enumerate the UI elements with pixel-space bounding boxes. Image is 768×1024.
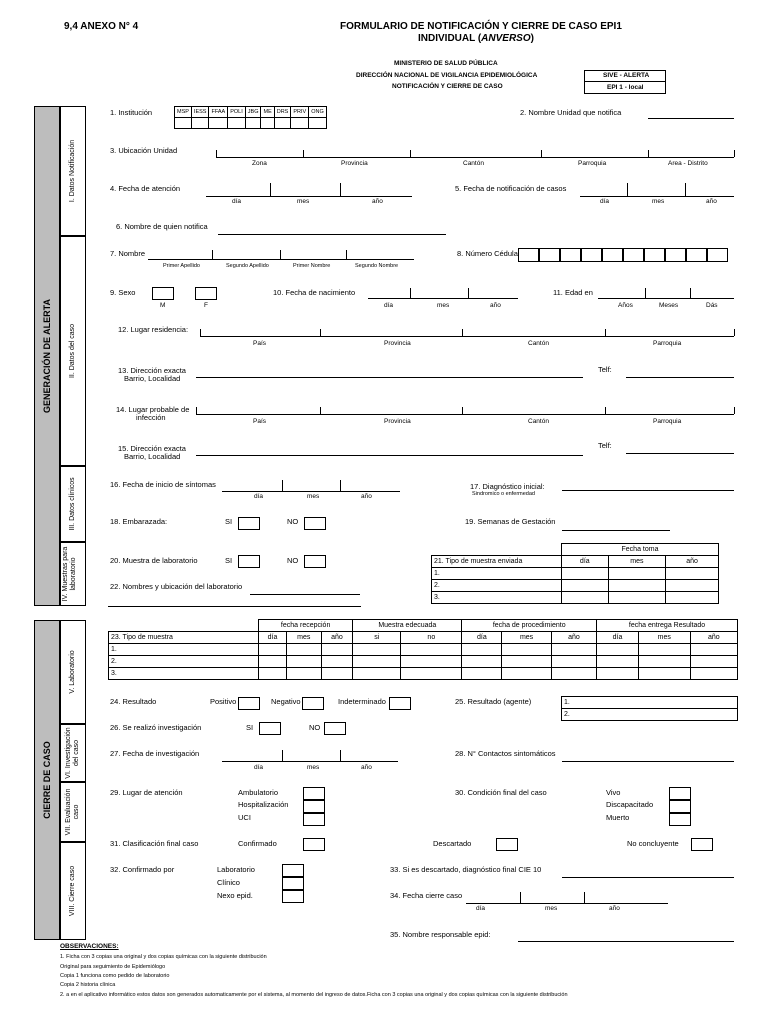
cedula-digit-box[interactable] [686, 248, 707, 262]
section-3-label: III. Datos clínicos [68, 477, 76, 531]
nexo-checkbox[interactable] [282, 890, 304, 903]
confirmado-por-label: 32. Confirmado por [110, 865, 175, 874]
cie10-label: 33. Si es descartado, diagnóstico final CIE 10 [390, 865, 542, 874]
descartado-checkbox[interactable] [496, 838, 518, 851]
lugar-infeccion-label: 14. Lugar probable de [116, 405, 190, 414]
quien-notifica-label: 6. Nombre de quien notifica [116, 222, 208, 231]
cedula-digit-box[interactable] [602, 248, 623, 262]
nacimiento-label: 10. Fecha de nacimiento [273, 288, 356, 297]
cierre-label: CIERRE DE CASO [42, 741, 52, 819]
nombre-label: 7. Nombre [110, 249, 146, 258]
fecha-cierre-label: 34. Fecha cierre caso [390, 891, 463, 900]
direccion1-field[interactable] [196, 377, 583, 378]
confirmado-checkbox[interactable] [303, 838, 325, 851]
edad-label: 11. Edad en [553, 288, 593, 297]
institution-option-poli: POLI [228, 107, 246, 118]
cedula-digit-box[interactable] [707, 248, 728, 262]
investigacion-si-checkbox[interactable] [259, 722, 281, 735]
laboratorio-checkbox[interactable] [282, 864, 304, 877]
ministry-label: MINISTERIO DE SALUD PÚBLICA [394, 60, 498, 67]
investigacion-no-checkbox[interactable] [324, 722, 346, 735]
sive-label: SIVE - ALERTA [603, 72, 650, 79]
form-page: 9,4 ANEXO N° 4 FORMULARIO DE NOTIFICACIÓN Y CIERRE DE CASO EPI1 INDIVIDUAL (ANVERSO) MINISTERIO DE SALUD PÚBLICA DIRECCIÓN NACIONAL DE VIGILANCIA EPIDEMIOLÓGICA NOTIFICACIÓN Y CIERRE DE CASO SIVE - ALERTA EPI 1 - local GENERACIÓN DE ALERTA I. Datos Notificación II. Datos del caso III. Datos clínicos IV. Muestras para laboratorio CIERRE DE CASO V. Laboratorio VI. Investigación del caso VII. Evaluación caso VIII. Cierre caso 1. Institución MSP IESS FFAA POLI JBG ME DRS PRIV ONG 2. Nombre Unidad que notifica 3. Ubicación Unidad Zona Provincia Cantón Parroquia Area - Distrito 4. Fecha de atención día mes año 5. Fecha de notificación de casos día mes año 6. Nombre de quien notifica 7. Nombre Primer Apellido Segundo Apellido Primer Nombre Segundo Nombre 8. Número Cédula 9. Sexo M F 10. Fecha de nacimiento día mes año 11. Edad en Años Meses Dás 12. Lugar residencia: País Provincia Cantón Parroquia 13. Dirección exacta Barrio, Localidad Telf: 14. Lugar probable de infección País Provincia Cantón Parroquia 15. Dirección exacta Barrio, Localidad Telf: 16. Fecha de inicio de síntomas día mes año 17. Diagnóstico inicial: Sindromico o enfermedad 18. Embarazada: SI NO 19. Semanas de Gestación 20. Muestra de laboratorio SI NO Fecha toma 21. Tipo de muestra enviada día mes año 1. 2. 3. 22. Nombres y ubicación del laboratorio fecha recepción Muestra edecuada fecha de procedimiento fecha entrega Resultado 23. Tipo de muestra día mes año si no día mes año día mes año 1. 2. 3. 24. Resultado Positivo Negativo Indeterminado 25. Resultado (agente) 1. 2. 26. Se realizó investigación SI NO 27. Fecha de investigación día mes año 28. N° Contactos sintomáticos 29. Lugar de atención Ambulatorio Hospitalización UCI 30. Condición final del caso Vivo Discapacitado Muerto 31. Clasificación final caso Confirmado Descartado No concluyente 32. Confirmado por Laboratorio Clínico Nexo epid. 33. Si es descartado, diagnóstico final CIE 10 34. Fecha cierre caso día mes año 35. Nombre responsable epid: OBSERVACIONES: 1. Ficha con 3 copias una original y dos copias químicas con la siguiente distribución Original para seguimiento de Epidemiólogo Copia 1 funciona como pedido de laboratorio Copia 2 historia clínica 2. a en el aplicativo informático estos datos son generados automaticamente por el sistema, al momento del ingreso de datos.Ficha con 3 copias una original y dos copias químicas con la siguiente distribución [0, 0, 768, 1024]
section-7-label: VII. Evaluación caso [64, 788, 80, 836]
institucion-label: 1. Institución [110, 108, 153, 117]
cedula-digit-box[interactable] [644, 248, 665, 262]
sexo-m-checkbox[interactable] [152, 287, 174, 300]
tipo-muestra-row[interactable]: 3. [432, 592, 719, 604]
investigacion-label: 26. Se realizó investigación [110, 723, 202, 732]
cedula-digit-box[interactable] [623, 248, 644, 262]
tipo-muestra-table: Fecha toma 21. Tipo de muestra enviada día mes año 1. 2. 3. [431, 543, 719, 604]
direccion1-label: 13. Dirección exacta [118, 366, 186, 375]
tipo-muestra-row[interactable]: 1. [432, 568, 719, 580]
resultado-agente-table[interactable]: 1. 2. [561, 696, 738, 721]
lab-row[interactable]: 3. [109, 668, 738, 680]
hospitalizacion-checkbox[interactable] [303, 800, 325, 813]
clasificacion-label: 31. Clasificación final caso [110, 839, 199, 848]
institution-checkbox[interactable] [209, 118, 228, 129]
nombre-field[interactable] [148, 259, 414, 260]
obs-line: Copia 2 historia clínica [60, 982, 116, 988]
fecha-cierre-field[interactable] [466, 903, 668, 904]
epi-label: EPI 1 - local [607, 84, 644, 91]
generacion-label: GENERACIÓN DE ALERTA [42, 298, 52, 414]
institution-option-ffaa: FFAA [209, 107, 228, 118]
embarazada-si-checkbox[interactable] [238, 517, 260, 530]
fecha-notificacion-label: 5. Fecha de notificación de casos [455, 184, 567, 193]
section-5-label: V. Laboratorio [68, 650, 76, 694]
nacimiento-field[interactable] [368, 298, 518, 299]
responsable-label: 35. Nombre responsable epid: [390, 930, 491, 939]
tipo-muestra-row[interactable]: 2. [432, 580, 719, 592]
telf2-label: Telf: [598, 441, 612, 450]
cedula-digit-box[interactable] [581, 248, 602, 262]
gestacion-label: 19. Semanas de Gestación [465, 517, 556, 526]
institution-option-iess: IESS [191, 107, 209, 118]
lab-row[interactable]: 2. [109, 656, 738, 668]
section-4-label: IV. Muestras para laboratorio [61, 546, 77, 602]
cedula-digit-box[interactable] [539, 248, 560, 262]
lab-row[interactable]: 1. [109, 644, 738, 656]
direccion2-field[interactable] [196, 455, 583, 456]
edad-field[interactable] [598, 298, 734, 299]
diagnostico-field[interactable] [562, 490, 734, 491]
embarazada-label: 18. Embarazada: [110, 517, 168, 526]
institution-checkbox[interactable] [291, 118, 309, 129]
responsable-field[interactable] [518, 941, 734, 942]
notification-label: NOTIFICACIÓN Y CIERRE DE CASO [392, 83, 503, 90]
muestra-no-checkbox[interactable] [304, 555, 326, 568]
institution-option-msp: MSP [175, 107, 192, 118]
form-subtitle: INDIVIDUAL (ANVERSO) [418, 33, 534, 44]
section-2-label: II. Datos del caso [68, 323, 76, 379]
annex-label: 9,4 ANEXO N° 4 [64, 21, 139, 32]
gestacion-field[interactable] [562, 530, 670, 531]
laboratorio-label: 22. Nombres y ubicación del laboratorio [110, 582, 243, 591]
embarazada-no-checkbox[interactable] [304, 517, 326, 530]
ubicacion-field[interactable] [216, 157, 734, 158]
direction-label: DIRECCIÓN NACIONAL DE VIGILANCIA EPIDEMIOLÓGICA [356, 72, 538, 79]
institution-checkbox[interactable] [261, 118, 274, 129]
laboratorio-field[interactable] [250, 594, 360, 595]
contactos-field[interactable] [562, 761, 734, 762]
telf1-field[interactable] [626, 377, 734, 378]
muestra-si-checkbox[interactable] [238, 555, 260, 568]
cedula-digit-box[interactable] [665, 248, 686, 262]
clinico-checkbox[interactable] [282, 877, 304, 890]
institution-option-drs: DRS [274, 107, 291, 118]
obs-line: 2. a en el aplicativo informático estos datos son generados automaticamente por el sistema, al momento del ingreso de datos.Ficha con 3 copias una original y dos copias químicas con la siguiente distribución [60, 992, 568, 998]
direccion2-label: 15. Dirección exacta [118, 444, 186, 453]
telf1-label: Telf: [598, 365, 612, 374]
muestra-lab-label: 20. Muestra de laboratorio [110, 556, 198, 565]
diagnostico-label: 17. Diagnóstico inicial: [470, 482, 545, 491]
fecha-atencion-label: 4. Fecha de atención [110, 184, 181, 193]
obs-line: 1. Ficha con 3 copias una original y dos copias químicas con la siguiente distribución [60, 954, 267, 960]
unidad-field[interactable] [648, 118, 734, 119]
sexo-label: 9. Sexo [110, 288, 136, 297]
section-6-label: VI. Investigación del caso [64, 727, 80, 779]
institution-option-jbg: JBG [245, 107, 261, 118]
institution-checkbox[interactable] [175, 118, 192, 129]
institution-option-me: ME [261, 107, 274, 118]
condicion-label: 30. Condición final del caso [455, 788, 547, 797]
institution-checkbox[interactable] [191, 118, 209, 129]
institution-checkbox[interactable] [274, 118, 291, 129]
lugar-infeccion-field[interactable] [196, 414, 734, 415]
inicio-sintomas-field[interactable] [222, 491, 400, 492]
discapacitado-checkbox[interactable] [669, 800, 691, 813]
residencia-label: 12. Lugar residencia: [118, 325, 189, 334]
indeterminado-checkbox[interactable] [389, 697, 411, 710]
obs-line: Original para seguimiento de Epidemiólogo [60, 964, 166, 970]
unidad-label: 2. Nombre Unidad que notifica [520, 108, 622, 117]
lugar-atencion-label: 29. Lugar de atención [110, 788, 183, 797]
institution-grid [174, 106, 327, 129]
fecha-notificacion-field[interactable] [580, 196, 734, 197]
positivo-checkbox[interactable] [238, 697, 260, 710]
form-title: FORMULARIO DE NOTIFICACIÓN Y CIERRE DE CASO EPI1 [340, 21, 622, 32]
cedula-label: 8. Número Cédula [457, 249, 518, 258]
uci-checkbox[interactable] [303, 813, 325, 826]
resultado-label: 24. Resultado [110, 697, 157, 706]
fecha-investigacion-label: 27. Fecha de investigación [110, 749, 200, 758]
vivo-checkbox[interactable] [669, 787, 691, 800]
residencia-field[interactable] [200, 336, 734, 337]
institution-option-ong: ONG [309, 107, 327, 118]
fecha-investigacion-field[interactable] [222, 761, 398, 762]
inicio-sintomas-label: 16. Fecha de inicio de síntomas [110, 480, 216, 489]
ambulatorio-checkbox[interactable] [303, 787, 325, 800]
obs-line: Copia 1 funciona como pedido de laboratorio [60, 973, 170, 979]
institution-checkbox[interactable] [245, 118, 261, 129]
section-8-label: VIII. Cierre caso [68, 865, 76, 917]
contactos-label: 28. N° Contactos sintomáticos [455, 749, 556, 758]
quien-notifica-field[interactable] [218, 234, 446, 235]
no-concluyente-checkbox[interactable] [691, 838, 713, 851]
cedula-digit-box[interactable] [560, 248, 581, 262]
telf2-field[interactable] [626, 453, 734, 454]
muerto-checkbox[interactable] [669, 813, 691, 826]
lab-table: fecha recepción Muestra edecuada fecha de procedimiento fecha entrega Resultado 23. Tipo de muestra día mes año si no día mes año día mes año 1. 2. 3. [108, 619, 738, 680]
sexo-f-checkbox[interactable] [195, 287, 217, 300]
institution-option-priv: PRIV [291, 107, 309, 118]
observaciones-title: OBSERVACIONES: [60, 943, 119, 950]
institution-checkbox[interactable] [309, 118, 327, 129]
section-1-label: I. Datos Notificación [68, 139, 76, 203]
institution-checkbox[interactable] [228, 118, 246, 129]
ubicacion-label: 3. Ubicación Unidad [110, 146, 178, 155]
resultado-agente-label: 25. Resultado (agente) [455, 697, 532, 706]
cie10-field[interactable] [562, 877, 734, 878]
cedula-digit-box[interactable] [518, 248, 539, 262]
fecha-atencion-field[interactable] [206, 196, 412, 197]
negativo-checkbox[interactable] [302, 697, 324, 710]
